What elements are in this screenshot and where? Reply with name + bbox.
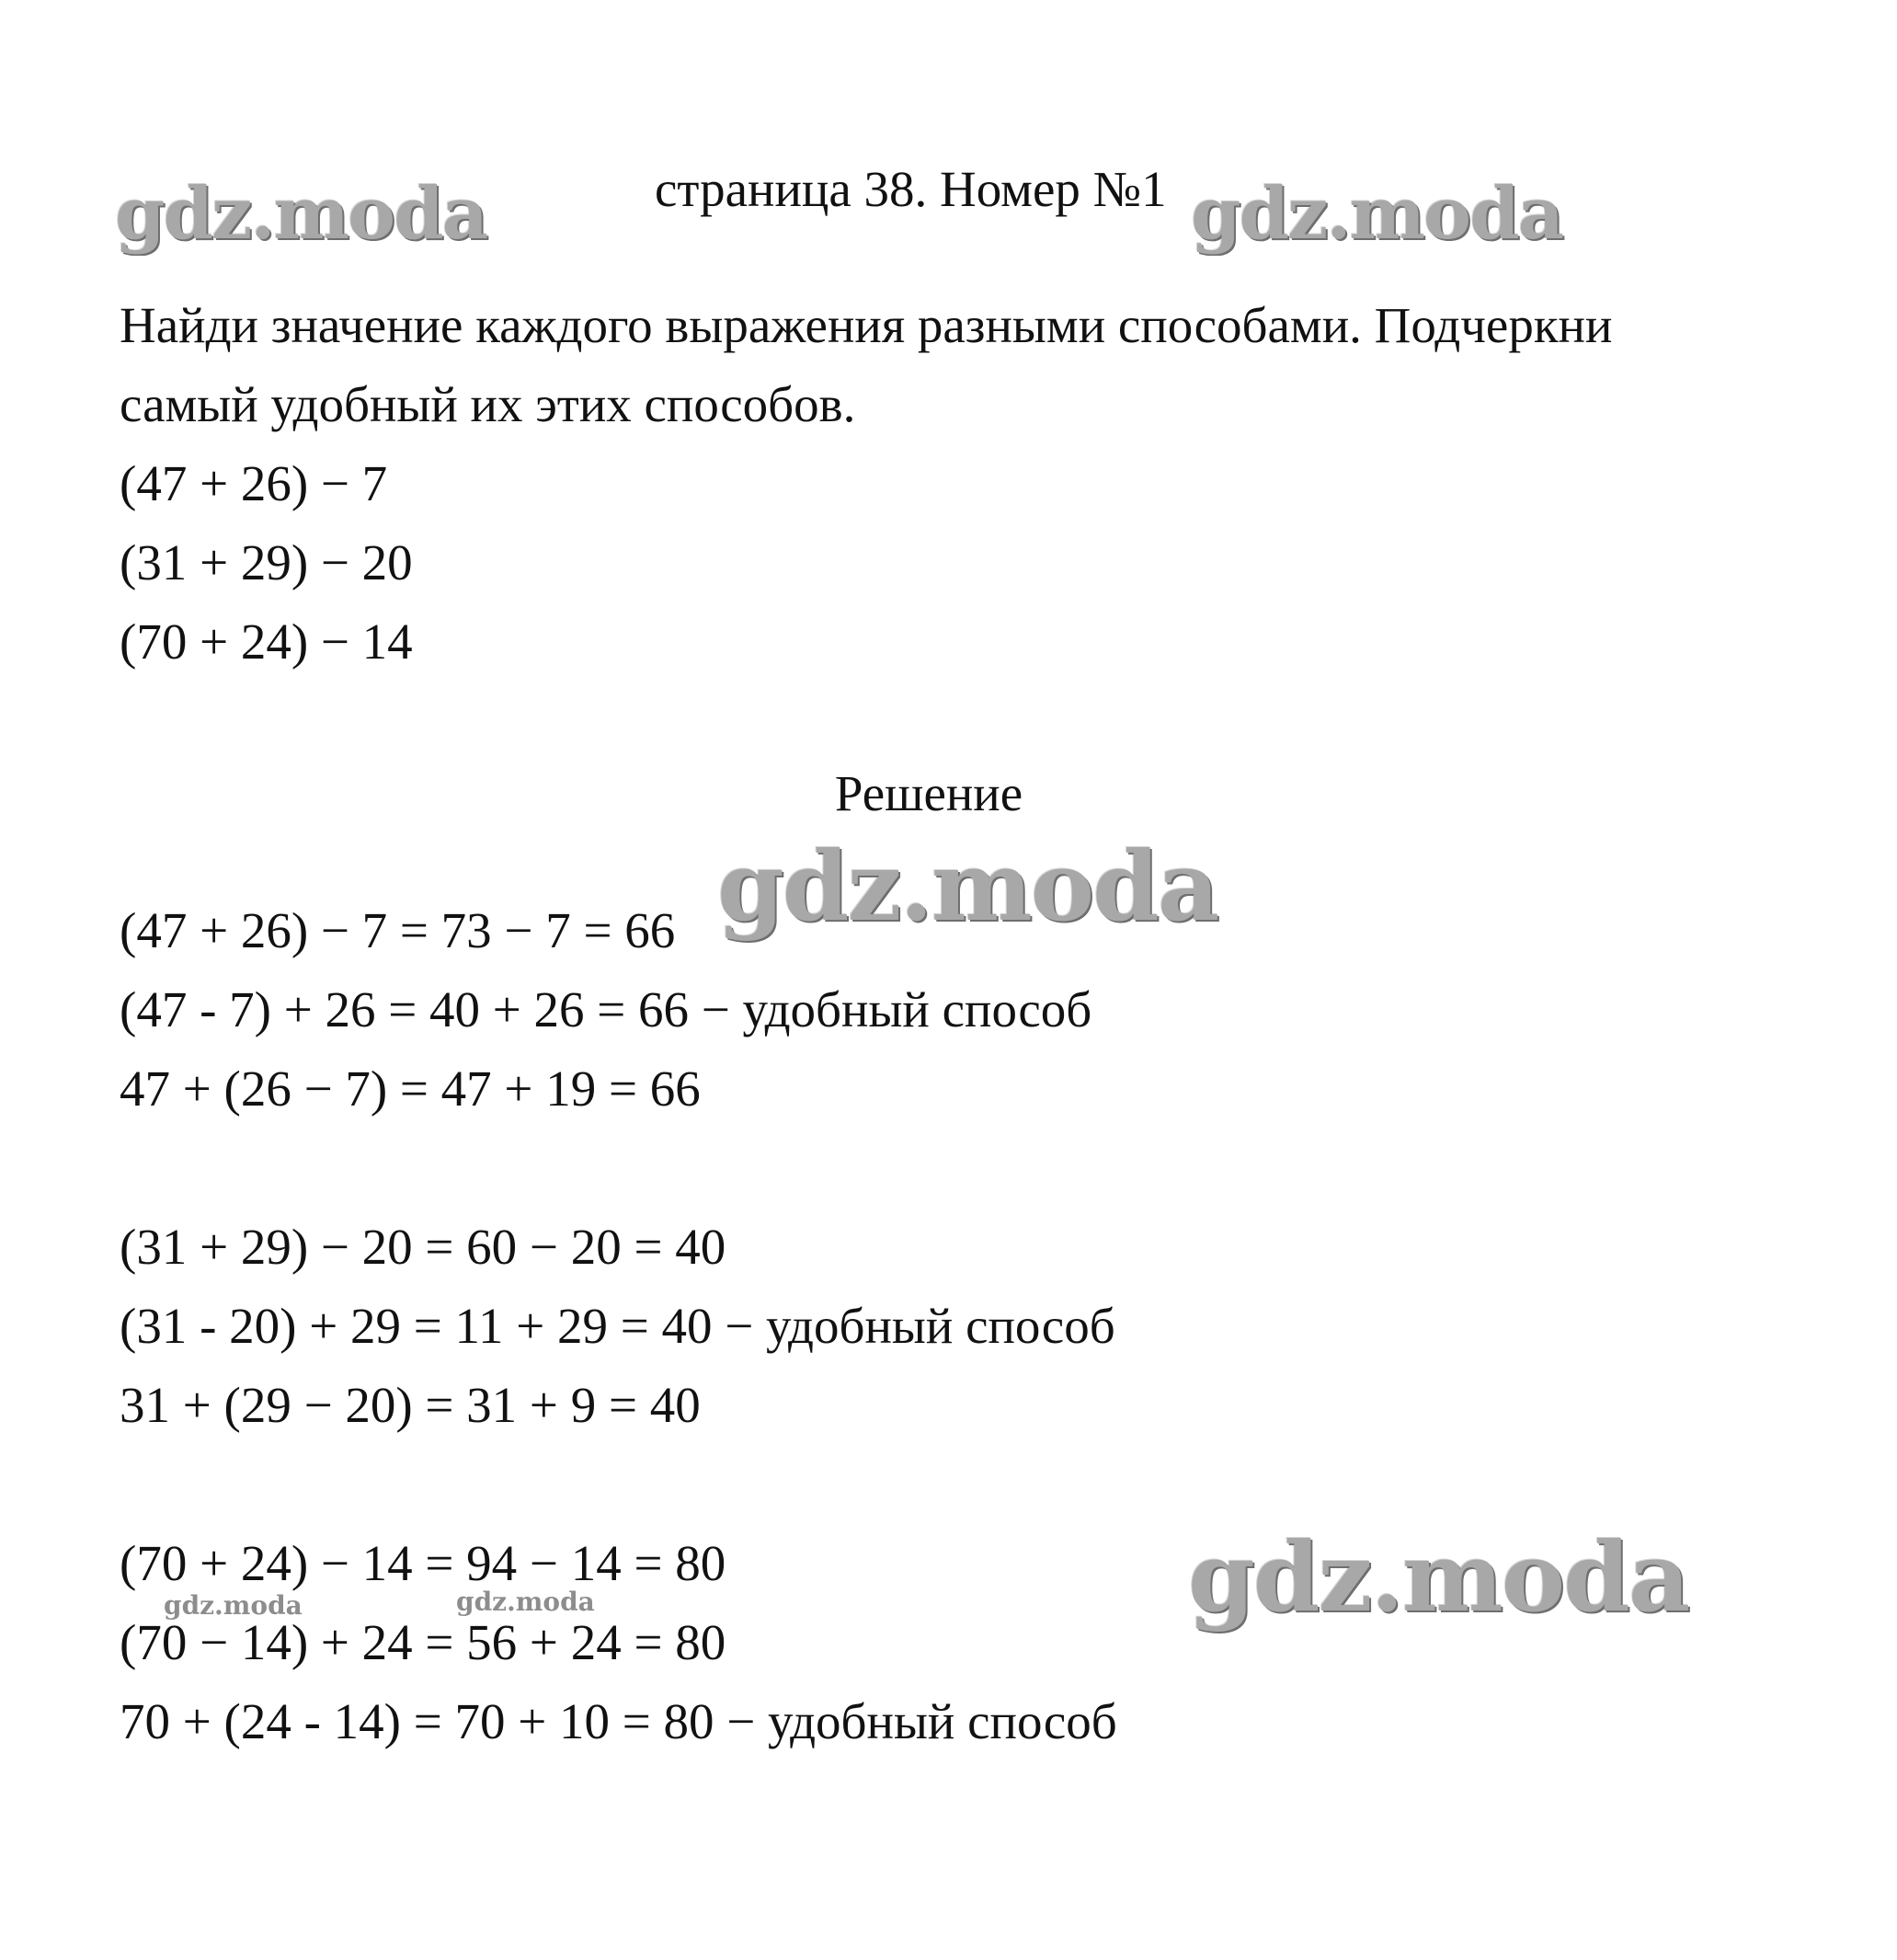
- solution-group-2-line-1: (31 + 29) − 20 = 60 − 20 = 40: [120, 1219, 726, 1275]
- task-expression-2: (31 + 29) − 20: [120, 534, 413, 590]
- solution-group-1-line-2: (47 - 7) + 26 = 40 + 26 = 66 − удобный способ: [120, 981, 1092, 1037]
- solution-group-1-line-1: (47 + 26) − 7 = 73 − 7 = 66: [120, 902, 676, 958]
- solution-group-3-line-3: 70 + (24 - 14) = 70 + 10 = 80 − удобный способ: [120, 1693, 1117, 1749]
- page-title: страница 38. Номер №1: [655, 161, 1167, 217]
- solution-group-2-line-3: 31 + (29 − 20) = 31 + 9 = 40: [120, 1377, 701, 1433]
- solution-group-2-line-2: (31 - 20) + 29 = 11 + 29 = 40 − удобный способ: [120, 1298, 1115, 1354]
- solution-heading: Решение: [834, 765, 1023, 821]
- solution-group-1-line-3: 47 + (26 − 7) = 47 + 19 = 66: [120, 1060, 701, 1117]
- watermark-logo-bottom-right: gdz.moda: [1188, 1520, 1689, 1633]
- task-text-line-1: Найди значение каждого выражения разными способами. Подчеркни: [120, 297, 1613, 353]
- task-expression-3: (70 + 24) − 14: [120, 613, 413, 670]
- watermark-logo-middle: gdz.moda: [717, 830, 1218, 943]
- watermark-small-1: gdz.moda: [164, 1590, 303, 1621]
- watermark-small-2: gdz.moda: [456, 1587, 595, 1617]
- solution-group-3-line-1: (70 + 24) − 14 = 94 − 14 = 80: [120, 1535, 726, 1591]
- task-expression-1: (47 + 26) − 7: [120, 455, 388, 511]
- watermark-logo-top-right: gdz.moda: [1191, 172, 1563, 256]
- solution-group-3-line-2: (70 − 14) + 24 = 56 + 24 = 80: [120, 1614, 726, 1670]
- task-text-line-2: самый удобный их этих способов.: [120, 376, 856, 432]
- watermark-logo-top-left: gdz.moda: [115, 172, 487, 256]
